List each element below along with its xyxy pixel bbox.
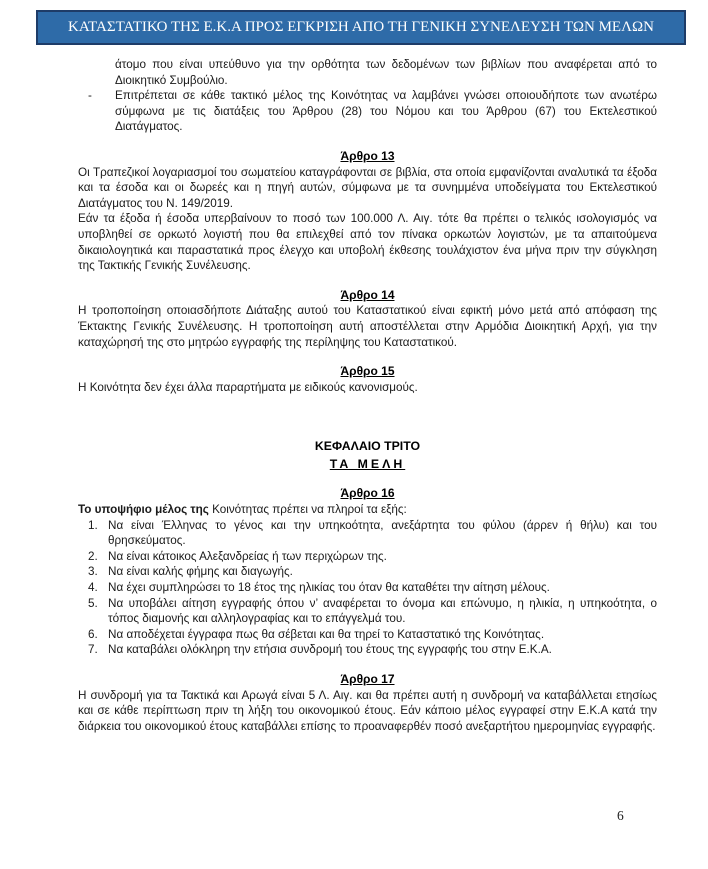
list-item-number: 5. (88, 596, 98, 610)
list-item (78, 564, 657, 580)
list-item (78, 580, 657, 596)
list-item-number: 6. (88, 627, 98, 641)
list-item-number: 2. (88, 549, 98, 563)
article-16-lead-bold: Το υποψήφιο μέλος της (78, 503, 209, 517)
intro-list-continuation (78, 57, 657, 88)
article-15-heading: Άρθρο 15 (340, 364, 395, 379)
list-item-text: Να υποβάλει αίτηση εγγραφής όπου ν’ αναφέρεται το όνομα και επώνυμο, η ηλικία, η υπηκοότητα, ο τόπος διαμονής και αλληλογραφίας και το επάγγελμά του. (108, 596, 657, 626)
list-item (78, 596, 657, 627)
article-13-paragraph-1: Οι Τραπεζικοί λογαριασμοί του σωματείου καταγράφονται σε βιβλία, στα οποία εμφανίζονται αναλυτικά τα έξοδα και τα έσοδα και οι δωρεές και η πηγή αυτών, σύμφωνα με τα συνημμένα υποδείγματα του Εκτελεστικού Διατάγματος του Ν. 149/2019. (78, 165, 657, 210)
dash-bullet-marker: - (88, 89, 92, 103)
list-item-number: 4. (88, 581, 98, 595)
list-item-text: Να είναι καλής φήμης και διαγωγής. (108, 565, 293, 579)
article-13-heading: Άρθρο 13 (340, 148, 395, 163)
document-title: ΚΑΤΑΣΤΑΤΙΚΟ ΤΗΣ Ε.Κ.Α ΠΡΟΣ ΕΓΚΡΙΣΗ ΑΠΟ ΤΗ ΓΕΝΙΚΗ ΣΥΝΕΛΕΥΣΗ ΤΩΝ ΜΕΛΩΝ (68, 19, 654, 35)
article-15-paragraph: Η Κοινότητα δεν έχει άλλα παραρτήματα με ειδικούς κανονισμούς. (78, 380, 418, 394)
list-item-number: 7. (88, 643, 98, 657)
list-item (78, 627, 657, 643)
list-item (78, 518, 657, 549)
chapter-kicker: ΚΕΦΑΛΑΙΟ ΤΡΙΤΟ (314, 439, 421, 454)
list-item-number: 3. (88, 565, 98, 579)
list-item-text: Να είναι κάτοικος Αλεξανδρείας ή των περιχώρων της. (108, 549, 387, 563)
page-number: 6 (617, 808, 624, 823)
list-item-text: Να έχει συμπληρώσει το 18 έτος της ηλικίας του όταν θα καταθέτει την αίτηση μέλους. (108, 581, 550, 595)
intro-continuation-text: άτομο που είναι υπεύθυνο για την ορθότητα των δεδομένων των βιβλίων που αναφέρεται από το Διοικητικό Συμβούλιο. (115, 58, 657, 87)
document-title-banner (36, 10, 686, 45)
chapter-heading (78, 439, 657, 472)
document-body (78, 57, 657, 734)
article-17-paragraph: Η συνδρομή για τα Τακτικά και Αρωγά είναι 5 Λ. Αιγ. και θα πρέπει αυτή η συνδρομή να καταβάλλεται ετησίως και σε κάθε περίπτωση πριν τη λήξη του οικονομικού έτους. Εάν κάποιο μέλος εγγραφεί στην Ε.Κ.Α κατά την διάρκεια του οικονομικού έτους καταβάλλει επίσης το προαναφερθέν ποσό ανεξαρτήτου ημερομηνίας εγγραφής. (78, 688, 657, 733)
article-16-lead (78, 502, 657, 518)
article-14-paragraph: Η τροποποίηση οποιασδήποτε Διάταξης αυτού του Καταστατικού είναι εφικτή μόνο μετά από απόφαση της Έκτακτης Γενικής Συνέλευσης. Η τροποποίηση αυτή αποστέλλεται στην Αρμόδια Διοικητική Αρχή, για την καταχώρησή της στο μητρώο εγγραφής της περίληψης του Καταστατικού. (78, 304, 657, 349)
article-13-paragraph-2: Εάν τα έξοδα ή έσοδα υπερβαίνουν το ποσό των 100.000 Λ. Αιγ. τότε θα πρέπει ο τελικός ισολογισμός να υποβληθεί σε ορκωτό λογιστή που θα επιλεχθεί από τον πίνακα ορκωτών λογιστών, με τα απαιτούμενα δικαιολογητικά και παραστατικά προς έλεγχο και υποβολή έκθεσης τουλάχιστον ένα μήνα πριν την σύγκληση της Τακτικής Γενικής Συνέλευσης. (78, 212, 657, 273)
list-item-text: Να καταβάλει ολόκληρη την ετήσια συνδρομή του έτους της εγγραφής του στην Ε.Κ.Α. (108, 643, 552, 657)
article-16-requirements-list (78, 518, 657, 658)
list-item-number: 1. (88, 518, 98, 532)
list-item (78, 642, 657, 658)
list-item-text: Να είναι Έλληνας το γένος και την υπηκοότητα, ανεξάρτητα του φύλου (άρρεν ή θήλυ) και του θρησκεύματος. (108, 518, 657, 548)
list-item-text: Να αποδέχεται έγγραφα πως θα σέβεται και θα τηρεί το Καταστατικό της Κοινότητας. (108, 627, 545, 641)
intro-item-text: Επιτρέπεται σε κάθε τακτικό μέλος της Κοινότητας να λαμβάνει γνώσει οποιουδήποτε των ανωτέρω σύμφωνα με τις διατάξεις του Άρθρου (28) του Νόμου και του Άρθρου (67) του Εκτελεστικού Διατάγματος. (115, 89, 657, 134)
chapter-title: ΤΑ ΜΕΛΗ (329, 456, 406, 471)
article-17-heading: Άρθρο 17 (340, 672, 395, 686)
article-16-lead-rest: Κοινότητας πρέπει να πληροί τα εξής: (212, 503, 407, 517)
article-16-heading: Άρθρο 16 (340, 486, 395, 501)
list-item (78, 549, 657, 565)
intro-list-item (78, 88, 657, 135)
article-14-heading: Άρθρο 14 (340, 287, 395, 302)
